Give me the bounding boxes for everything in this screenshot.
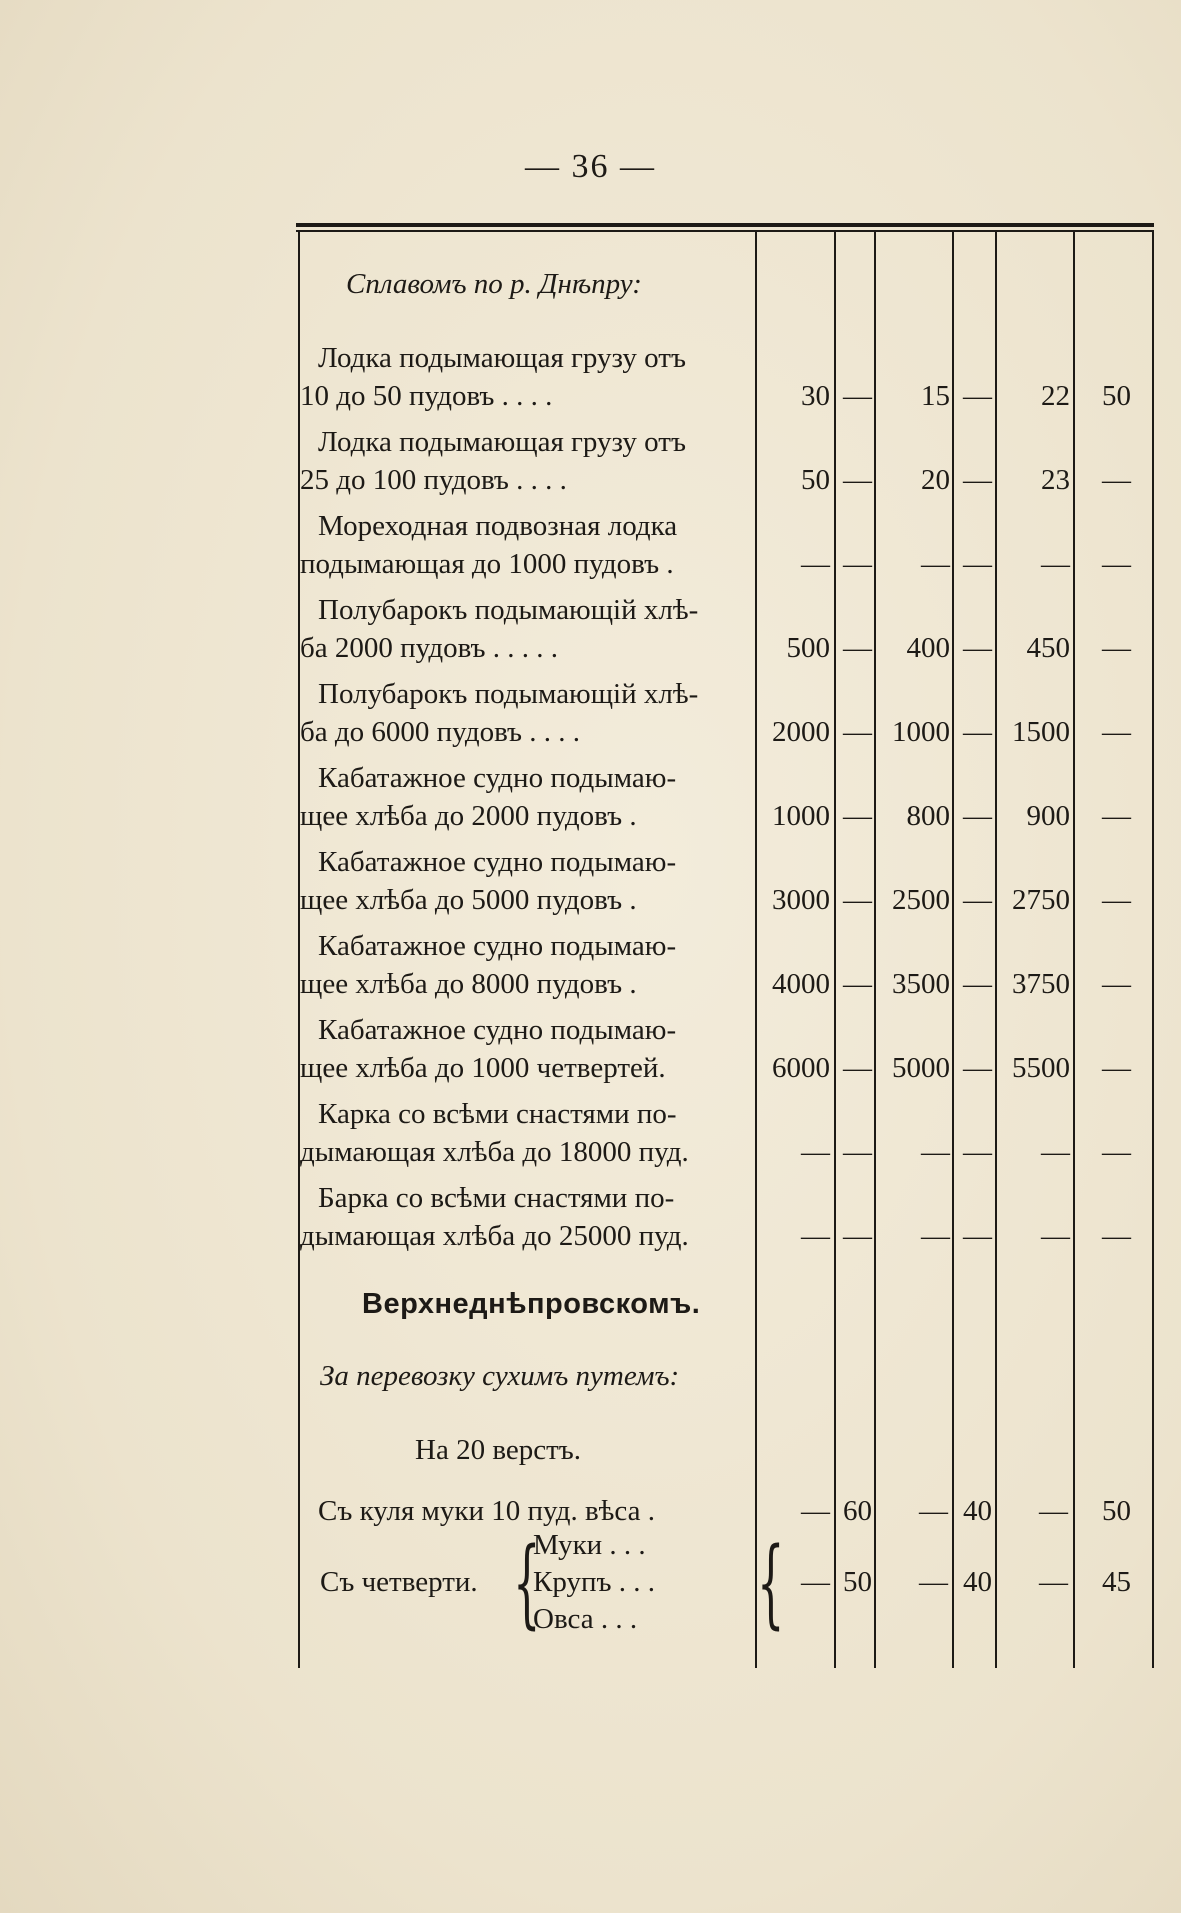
row-value-c5: 5500 <box>1012 1052 1070 1084</box>
right-brace-icon: { <box>757 1527 785 1639</box>
row-value-c4: — <box>963 632 992 664</box>
left-brace-icon: { <box>513 1527 541 1639</box>
row-text-line2: 10 до 50 пудовъ . . . . <box>300 380 553 412</box>
row-value-c3: 800 <box>906 800 950 832</box>
row-value-c1: 1000 <box>772 800 830 832</box>
row-text-line2: щее хлѣба до 1000 четвертей. <box>300 1052 666 1084</box>
row-value-c6: — <box>1102 632 1131 664</box>
row-value-c3: — <box>921 1136 950 1168</box>
row-value-c1: 2000 <box>772 716 830 748</box>
row-text-line1: Кабатажное судно подымаю- <box>318 762 677 794</box>
row-value-c1: 3000 <box>772 884 830 916</box>
row-value-c4: — <box>963 716 992 748</box>
row-value-c6: — <box>1102 1052 1131 1084</box>
chetvert-c5: — <box>1039 1566 1068 1598</box>
kul-c6: 50 <box>1102 1495 1131 1527</box>
kul-c3: — <box>919 1495 948 1527</box>
row-value-c2: — <box>843 800 872 832</box>
chetvert-c1: — <box>801 1566 830 1598</box>
row-value-c3: — <box>921 548 950 580</box>
row-text-line1: Кабатажное судно подымаю- <box>318 846 677 878</box>
chetvert-c3: — <box>919 1566 948 1598</box>
row-text-line2: подымающая до 1000 пудовъ . <box>300 548 674 580</box>
row-value-c5: 23 <box>1041 464 1070 496</box>
row-text-line2: щее хлѣба до 5000 пудовъ . <box>300 884 637 916</box>
row-text-line2: щее хлѣба до 8000 пудовъ . <box>300 968 637 1000</box>
row-value-c2: — <box>843 380 872 412</box>
row-value-c6: — <box>1102 548 1131 580</box>
chetvert-c6: 45 <box>1102 1566 1131 1598</box>
kul-c1: — <box>801 1495 830 1527</box>
row-text-line2: щее хлѣба до 2000 пудовъ . <box>300 800 637 832</box>
row-text-line2: ба до 6000 пудовъ . . . . <box>300 716 581 748</box>
row-text-line1: Полубарокъ подымающій хлѣ- <box>318 594 699 626</box>
column-line <box>874 231 876 1668</box>
row-value-c2: — <box>843 632 872 664</box>
row-value-c6: 50 <box>1102 380 1131 412</box>
chetvert-label: Съ четверти. <box>320 1566 478 1598</box>
row-value-c2: — <box>843 464 872 496</box>
row-text-line1: Кабатажное судно подымаю- <box>318 1014 677 1046</box>
row-value-c5: 3750 <box>1012 968 1070 1000</box>
section-heading-upper-dnieper: Верхнеднѣпровскомъ. <box>362 1288 701 1320</box>
row-value-c5: 900 <box>1026 800 1070 832</box>
row-text-line1: Кабатажное судно подымаю- <box>318 930 677 962</box>
row-value-c4: — <box>963 884 992 916</box>
row-value-c4: — <box>963 548 992 580</box>
row-value-c3: 20 <box>921 464 950 496</box>
kul-c4: 40 <box>963 1495 992 1527</box>
row-text-line2: ба 2000 пудовъ . . . . . <box>300 632 559 664</box>
top-rule-thick <box>296 223 1154 227</box>
chetvert-item-krup: Крупъ . . . <box>533 1566 655 1598</box>
row-text-line2: дымающая хлѣба до 18000 пуд. <box>300 1136 689 1168</box>
row-value-c3: — <box>921 1220 950 1252</box>
row-text-line1: Лодка подымающая грузу отъ <box>318 342 686 374</box>
row-text-line1: Полубарокъ подымающій хлѣ- <box>318 678 699 710</box>
row-value-c1: 30 <box>801 380 830 412</box>
row-value-c5: 2750 <box>1012 884 1070 916</box>
row-value-c3: 400 <box>906 632 950 664</box>
row-value-c1: — <box>801 1136 830 1168</box>
row-value-c6: — <box>1102 800 1131 832</box>
chetvert-c2: 50 <box>843 1566 872 1598</box>
kul-row-text: Съ куля муки 10 пуд. вѣса . <box>318 1495 655 1527</box>
row-value-c2: — <box>843 884 872 916</box>
row-value-c5: 1500 <box>1012 716 1070 748</box>
section-heading-river: Сплавомъ по р. Днѣпру: <box>346 268 642 300</box>
kul-c2: 60 <box>843 1495 872 1527</box>
row-value-c2: — <box>843 548 872 580</box>
distance-heading: На 20 верстъ. <box>415 1434 581 1466</box>
row-value-c1: 6000 <box>772 1052 830 1084</box>
column-line <box>952 231 954 1668</box>
kul-c5: — <box>1039 1495 1068 1527</box>
row-text-line1: Мореходная подвозная лодка <box>318 510 678 542</box>
row-value-c4: — <box>963 464 992 496</box>
column-line <box>834 231 836 1668</box>
row-text-line2: дымающая хлѣба до 25000 пуд. <box>300 1220 689 1252</box>
row-value-c2: — <box>843 1136 872 1168</box>
row-value-c2: — <box>843 968 872 1000</box>
row-value-c4: — <box>963 968 992 1000</box>
row-value-c6: — <box>1102 884 1131 916</box>
column-line <box>755 231 757 1668</box>
row-value-c5: 22 <box>1041 380 1070 412</box>
row-value-c4: — <box>963 380 992 412</box>
row-value-c3: 2500 <box>892 884 950 916</box>
row-value-c2: — <box>843 1220 872 1252</box>
top-rule-thin <box>296 230 1154 232</box>
row-value-c3: 1000 <box>892 716 950 748</box>
row-text-line1: Лодка подымающая грузу отъ <box>318 426 686 458</box>
chetvert-item-muki: Муки . . . <box>533 1529 646 1561</box>
chetvert-item-ovsa: Овса . . . <box>533 1603 638 1635</box>
row-value-c4: — <box>963 1136 992 1168</box>
column-line <box>1152 231 1154 1668</box>
row-text-line1: Карка со всѣми снастями по- <box>318 1098 677 1130</box>
kul-row-label <box>300 1497 730 1526</box>
row-value-c4: — <box>963 1220 992 1252</box>
row-value-c1: — <box>801 1220 830 1252</box>
row-value-c4: — <box>963 1052 992 1084</box>
row-value-c4: — <box>963 800 992 832</box>
section-heading-dry-route: За перевозку сухимъ путемъ: <box>320 1360 680 1392</box>
row-value-c2: — <box>843 1052 872 1084</box>
column-line <box>995 231 997 1668</box>
row-value-c5: — <box>1041 1136 1070 1168</box>
row-text-line1: Барка со всѣми снастями по- <box>318 1182 675 1214</box>
chetvert-c4: 40 <box>963 1566 992 1598</box>
row-value-c1: 50 <box>801 464 830 496</box>
row-value-c1: 500 <box>786 632 830 664</box>
row-value-c5: 450 <box>1026 632 1070 664</box>
row-value-c6: — <box>1102 464 1131 496</box>
row-value-c6: — <box>1102 968 1131 1000</box>
row-value-c6: — <box>1102 1220 1131 1252</box>
row-value-c3: 15 <box>921 380 950 412</box>
column-line <box>1073 231 1075 1668</box>
row-value-c2: — <box>843 716 872 748</box>
row-value-c6: — <box>1102 716 1131 748</box>
row-value-c5: — <box>1041 1220 1070 1252</box>
row-text-line2: 25 до 100 пудовъ . . . . <box>300 464 567 496</box>
row-value-c3: 3500 <box>892 968 950 1000</box>
row-value-c5: — <box>1041 548 1070 580</box>
page-number: — 36 — <box>525 148 656 185</box>
row-value-c1: 4000 <box>772 968 830 1000</box>
row-value-c3: 5000 <box>892 1052 950 1084</box>
row-value-c1: — <box>801 548 830 580</box>
row-value-c6: — <box>1102 1136 1131 1168</box>
